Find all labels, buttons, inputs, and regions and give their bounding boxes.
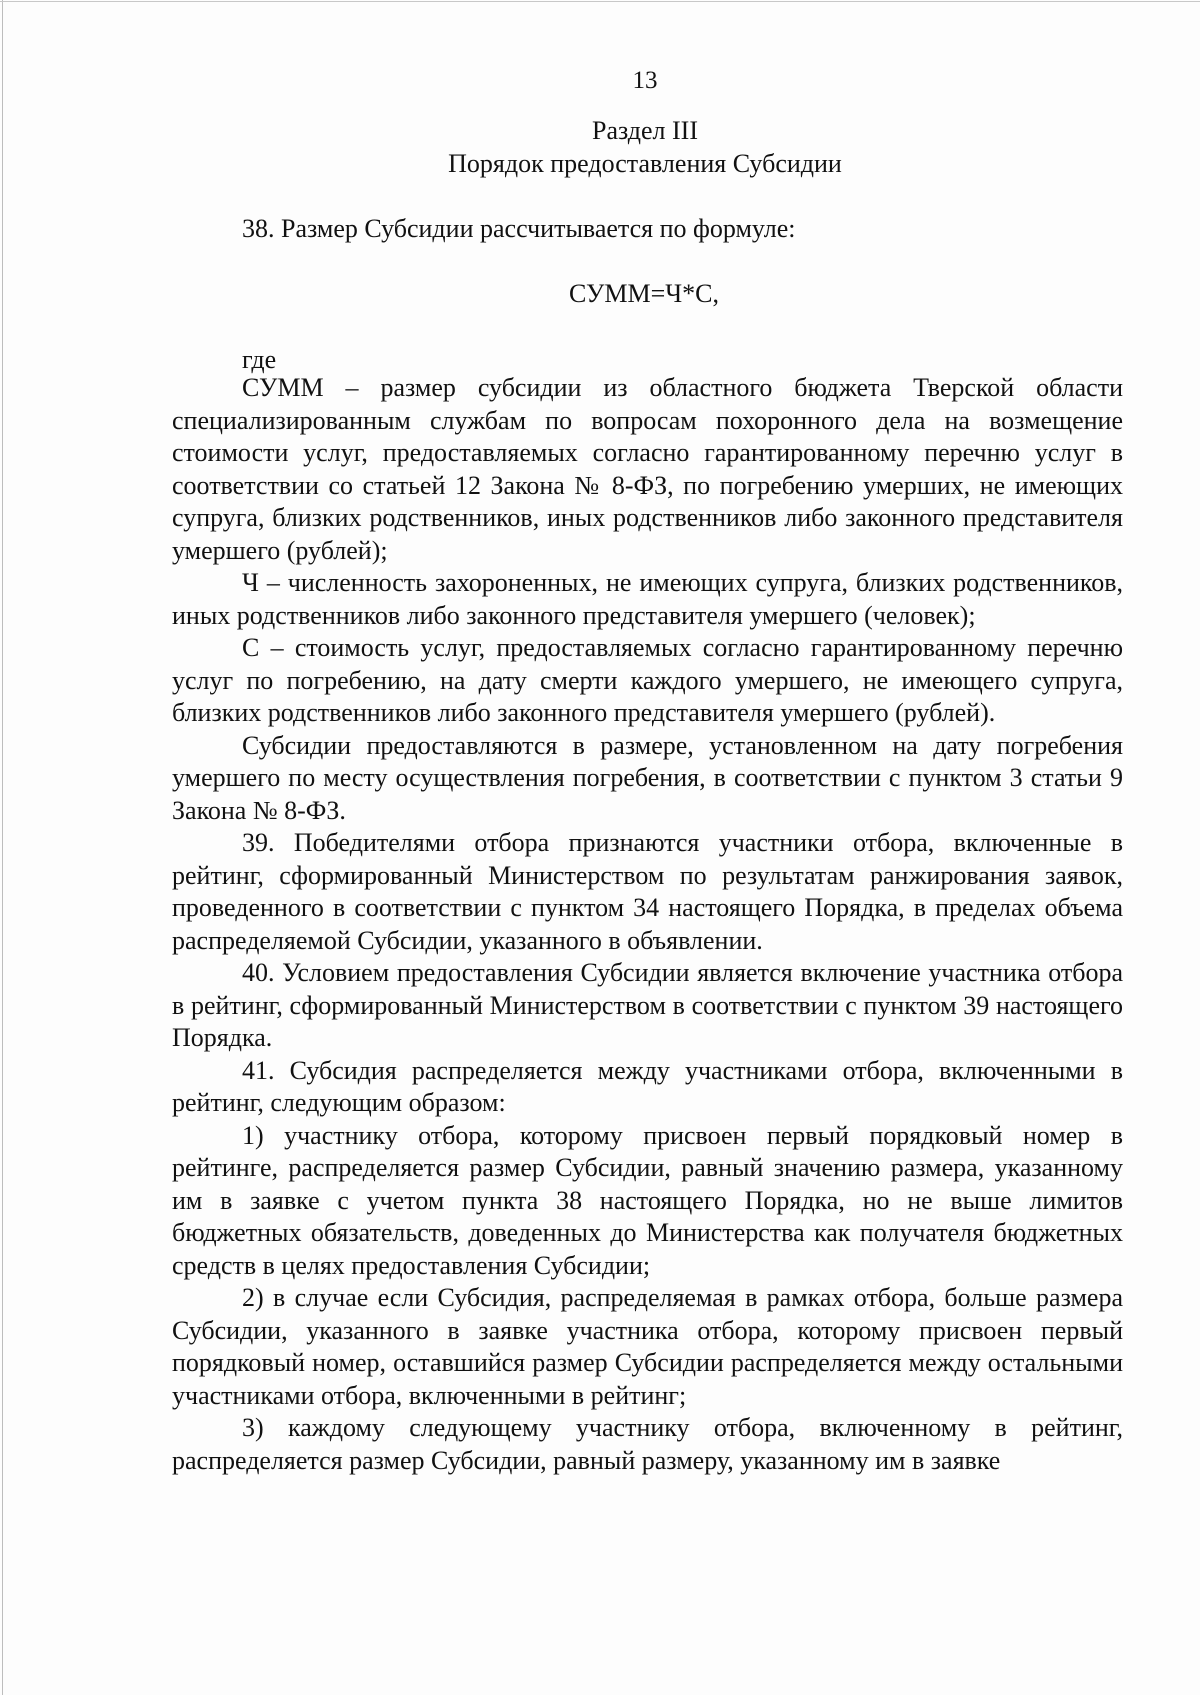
paragraph-41: 41. Субсидия распределяется между участниками отбора, включенными в рейтинг, следующим образом: [172, 1055, 1123, 1117]
paragraph-subsidies-size: Субсидии предоставляются в размере, установленном на дату погребения умершего по месту осуществления погребения, в соответствии с пунктом 3 статьи 9 Закона № 8-ФЗ. [172, 730, 1123, 825]
paragraph-41-2: 2) в случае если Субсидия, распределяемая в рамках отбора, больше размера Субсидии, указанного в заявке участника отбора, которому присвоен первый порядковый номер, оставшийся размер Субсидии распределяется между остальными участниками отбора, включенными в рейтинг; [172, 1283, 1123, 1410]
paragraph-40: 40. Условием предоставления Субсидии является включение участника отбора в рейтинг, сформированный Министерством в соответствии с пунктом 39 настоящего Порядка. [172, 958, 1123, 1052]
page-number: 13 [632, 67, 658, 94]
section-subtitle: Порядок предоставления Субсидии [448, 149, 842, 178]
paragraph-s: С – стоимость услуг, предоставляемых согласно гарантированному перечню услуг по погребению, на дату смерти каждого умершего, не имеющего супруга, близких родственников либо законного представителя умершего (рублей). [172, 633, 1123, 727]
formula: СУММ=Ч*С, [568, 279, 720, 308]
section-title: Раздел III [591, 116, 699, 145]
scan-edge-line [2, 0, 3, 1695]
paragraph-41-1: 1) участнику отбора, которому присвоен первый порядковый номер в рейтинге, распределяется размер Субсидии, равный значению размера, указанному им в заявке с учетом пункта 38 настоящего Порядка, но не выше лимитов бюджетных обязательств, доведенных до Министерства как получателя бюджетных средств в целях предоставления Субсидии; [172, 1120, 1123, 1280]
paragraph-ch: Ч – численность захороненных, не имеющих супруга, близких родственников, иных родственников либо законного представителя умершего (человек); [172, 568, 1123, 630]
scan-top-line [0, 1, 1200, 2]
paragraph-39: 39. Победителями отбора признаются участники отбора, включенные в рейтинг, сформированный Министерством по результатам ранжирования заявок, проведенного в соответствии с пунктом 34 настоящего Порядка, в пределах объема распределяемой Субсидии, указанного в объявлении. [172, 828, 1123, 955]
body-text [172, 372, 1123, 1477]
paragraph-summ: СУММ – размер субсидии из областного бюджета Тверской области специализированным службам по вопросам похоронного дела на возмещение стоимости услуг, предоставляемых согласно гарантированному перечню услуг в соответствии со статьей 12 Закона № 8-ФЗ, по погребению умерших, не имеющих супруга, близких родственников, иных родственников либо законного представителя умершего (рублей); [172, 373, 1123, 565]
paragraph-41-3: 3) каждому следующему участнику отбора, включенному в рейтинг, распределяется размер Субсидии, равный размеру, указанному им в заявке [172, 1413, 1123, 1475]
formula-intro: 38. Размер Субсидии рассчитывается по формуле: [242, 214, 796, 243]
where-label: где [242, 345, 277, 374]
